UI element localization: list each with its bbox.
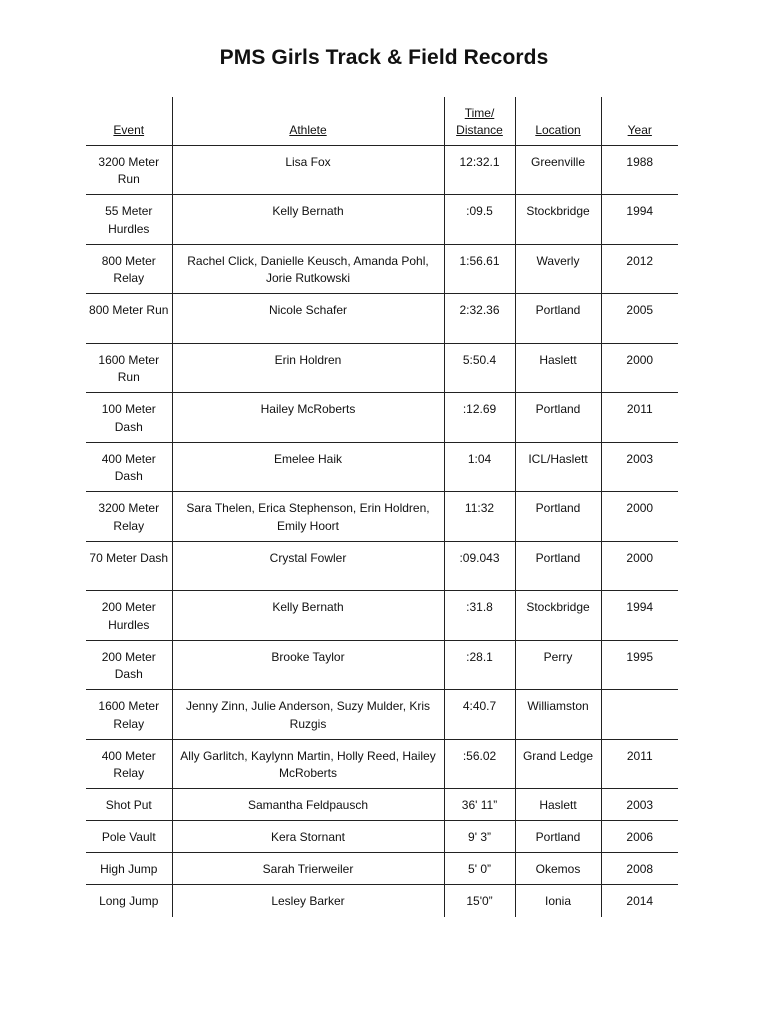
table-row — [86, 393, 678, 443]
table-row — [86, 885, 678, 917]
location-cell: Greenville — [515, 145, 601, 195]
location-cell: Waverly — [515, 244, 601, 294]
year-cell: 2011 — [601, 739, 678, 789]
page-title: PMS Girls Track & Field Records — [219, 46, 549, 69]
location-cell: Ionia — [515, 885, 601, 917]
event-cell: 3200 Meter Relay — [86, 492, 172, 542]
time-distance-cell: :09.043 — [444, 541, 515, 591]
table-row — [86, 640, 678, 690]
column-header-year: Year — [601, 97, 678, 145]
year-cell: 1988 — [601, 145, 678, 195]
column-header-athlete: Athlete — [172, 97, 444, 145]
table-row — [86, 244, 678, 294]
records-table — [86, 97, 678, 917]
table-row — [86, 690, 678, 740]
time-distance-cell: 15'0” — [444, 885, 515, 917]
year-cell: 2003 — [601, 442, 678, 492]
time-distance-cell: 12:32.1 — [444, 145, 515, 195]
column-header-time-distance: Time/ Distance — [444, 97, 515, 145]
time-distance-cell: :31.8 — [444, 591, 515, 641]
athlete-cell: Hailey McRoberts — [172, 393, 444, 443]
year-cell — [601, 690, 678, 740]
athlete-cell: Kera Stornant — [172, 821, 444, 853]
time-distance-cell: 5' 0” — [444, 853, 515, 885]
time-distance-cell: 11:32 — [444, 492, 515, 542]
event-cell: Pole Vault — [86, 821, 172, 853]
event-cell: 800 Meter Run — [86, 294, 172, 344]
athlete-cell: Nicole Schafer — [172, 294, 444, 344]
time-distance-cell: 36' 11” — [444, 789, 515, 821]
athlete-cell: Lisa Fox — [172, 145, 444, 195]
event-cell: 3200 Meter Run — [86, 145, 172, 195]
athlete-cell: Lesley Barker — [172, 885, 444, 917]
time-distance-cell: 1:56.61 — [444, 244, 515, 294]
year-cell: 1994 — [601, 195, 678, 245]
column-header-location: Location — [515, 97, 601, 145]
column-header-event: Event — [113, 123, 145, 137]
time-distance-cell: 4:40.7 — [444, 690, 515, 740]
athlete-cell: Ally Garlitch, Kaylynn Martin, Holly Reed, Hailey McRoberts — [172, 739, 444, 789]
event-cell: 1600 Meter Run — [86, 343, 172, 393]
athlete-cell: Erin Holdren — [172, 343, 444, 393]
table-header-row — [86, 97, 678, 145]
table-row — [86, 343, 678, 393]
time-distance-cell: :28.1 — [444, 640, 515, 690]
year-cell: 2000 — [601, 492, 678, 542]
year-cell: 2003 — [601, 789, 678, 821]
time-distance-cell: :09.5 — [444, 195, 515, 245]
table-row — [86, 821, 678, 853]
table-row — [86, 442, 678, 492]
event-cell: 200 Meter Hurdles — [86, 591, 172, 641]
year-cell: 2011 — [601, 393, 678, 443]
year-cell: 2014 — [601, 885, 678, 917]
athlete-cell: Sarah Trierweiler — [172, 853, 444, 885]
location-cell: Stockbridge — [515, 591, 601, 641]
location-cell: Portland — [515, 294, 601, 344]
location-cell: ICL/Haslett — [515, 442, 601, 492]
year-cell: 2012 — [601, 244, 678, 294]
location-cell: Haslett — [515, 343, 601, 393]
year-cell: 2000 — [601, 541, 678, 591]
event-cell: 100 Meter Dash — [86, 393, 172, 443]
athlete-cell: Kelly Bernath — [172, 195, 444, 245]
athlete-cell: Brooke Taylor — [172, 640, 444, 690]
table-row — [86, 195, 678, 245]
year-cell: 1995 — [601, 640, 678, 690]
time-distance-cell: 1:04 — [444, 442, 515, 492]
event-cell: 55 Meter Hurdles — [86, 195, 172, 245]
athlete-cell: Rachel Click, Danielle Keusch, Amanda Pohl, Jorie Rutkowski — [172, 244, 444, 294]
location-cell: Haslett — [515, 789, 601, 821]
year-cell: 2000 — [601, 343, 678, 393]
table-row — [86, 294, 678, 344]
location-cell: Portland — [515, 541, 601, 591]
time-distance-cell: 2:32.36 — [444, 294, 515, 344]
event-cell: 70 Meter Dash — [86, 541, 172, 591]
event-cell: High Jump — [86, 853, 172, 885]
location-cell: Grand Ledge — [515, 739, 601, 789]
athlete-cell: Crystal Fowler — [172, 541, 444, 591]
location-cell: Okemos — [515, 853, 601, 885]
table-row — [86, 739, 678, 789]
time-distance-cell: :12.69 — [444, 393, 515, 443]
location-cell: Portland — [515, 821, 601, 853]
location-cell: Portland — [515, 492, 601, 542]
year-cell: 1994 — [601, 591, 678, 641]
time-distance-cell: 9' 3” — [444, 821, 515, 853]
athlete-cell: Jenny Zinn, Julie Anderson, Suzy Mulder, Kris Ruzgis — [172, 690, 444, 740]
year-cell: 2005 — [601, 294, 678, 344]
year-cell: 2008 — [601, 853, 678, 885]
location-cell: Williamston — [515, 690, 601, 740]
table-row — [86, 853, 678, 885]
athlete-cell: Sara Thelen, Erica Stephenson, Erin Holdren, Emily Hoort — [172, 492, 444, 542]
table-row — [86, 591, 678, 641]
athlete-cell: Samantha Feldpausch — [172, 789, 444, 821]
table-row — [86, 789, 678, 821]
table-row — [86, 492, 678, 542]
year-cell: 2006 — [601, 821, 678, 853]
table-row — [86, 145, 678, 195]
location-cell: Stockbridge — [515, 195, 601, 245]
event-cell: 800 Meter Relay — [86, 244, 172, 294]
event-cell: 400 Meter Dash — [86, 442, 172, 492]
time-distance-cell: 5:50.4 — [444, 343, 515, 393]
location-cell: Perry — [515, 640, 601, 690]
event-cell: 200 Meter Dash — [86, 640, 172, 690]
event-cell: Long Jump — [86, 885, 172, 917]
athlete-cell: Kelly Bernath — [172, 591, 444, 641]
table-row — [86, 541, 678, 591]
athlete-cell: Emelee Haik — [172, 442, 444, 492]
records-table-body — [86, 145, 678, 917]
event-cell: 400 Meter Relay — [86, 739, 172, 789]
location-cell: Portland — [515, 393, 601, 443]
time-distance-cell: :56.02 — [444, 739, 515, 789]
event-cell: Shot Put — [86, 789, 172, 821]
event-cell: 1600 Meter Relay — [86, 690, 172, 740]
